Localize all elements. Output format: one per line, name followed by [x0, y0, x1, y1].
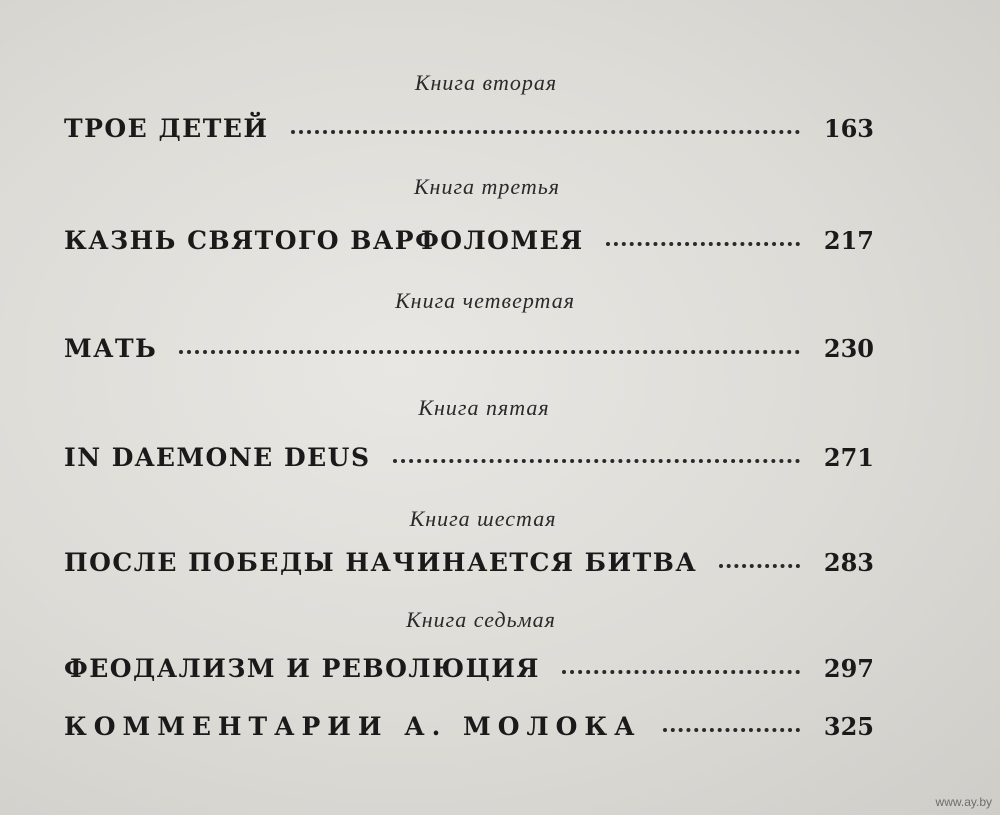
toc-entry-title: КАЗНЬ СВЯТОГО ВАРФОЛОМЕЯ: [64, 226, 584, 255]
toc-entry-page-number: 230: [823, 334, 874, 363]
toc-entry-page-number: 271: [823, 443, 874, 472]
book-label-2: Книга вторая: [414, 70, 558, 95]
toc-entry: [64, 114, 874, 148]
toc-entry-title: КОММЕНТАРИИ А. МОЛОКА: [64, 712, 642, 741]
toc-entry-page-number: 163: [823, 114, 874, 143]
book-label-6: Книга шестая: [409, 506, 557, 531]
dot-leader: [291, 130, 800, 134]
toc-entry-title: ТРОЕ ДЕТЕЙ: [64, 114, 269, 143]
toc-entry-title: МАТЬ: [64, 334, 158, 363]
dot-leader: [606, 242, 800, 246]
toc-entry-page-number: 217: [823, 226, 874, 255]
book-label-7: Книга седьмая: [406, 607, 556, 632]
dot-leader: [663, 728, 800, 732]
book-label-5: Книга пятая: [418, 395, 550, 420]
toc-entry: [64, 443, 874, 477]
toc-entry-title: IN DAEMONE DEUS: [64, 443, 371, 472]
toc-entry-title: ФЕОДАЛИЗМ И РЕВОЛЮЦИЯ: [64, 654, 540, 683]
toc-entry-page-number: 283: [823, 548, 874, 577]
toc-entry: [64, 334, 874, 368]
toc-entry: [64, 712, 874, 746]
book-label-3: Книга третья: [413, 174, 561, 199]
dot-leader: [562, 670, 800, 674]
toc-entry-title: ПОСЛЕ ПОБЕДЫ НАЧИНАЕТСЯ БИТВА: [64, 548, 698, 577]
dot-leader: [393, 459, 800, 463]
watermark: www.ay.by: [935, 795, 992, 809]
book-label-4: Книга четвертая: [395, 288, 575, 313]
dot-leader: [179, 350, 800, 354]
toc-entry-page-number: 325: [823, 712, 874, 741]
dot-leader: [719, 564, 800, 568]
toc-entry: [64, 654, 874, 688]
toc-entry: [64, 548, 874, 582]
toc-entry: [64, 226, 874, 260]
toc-entry-page-number: 297: [823, 654, 874, 683]
